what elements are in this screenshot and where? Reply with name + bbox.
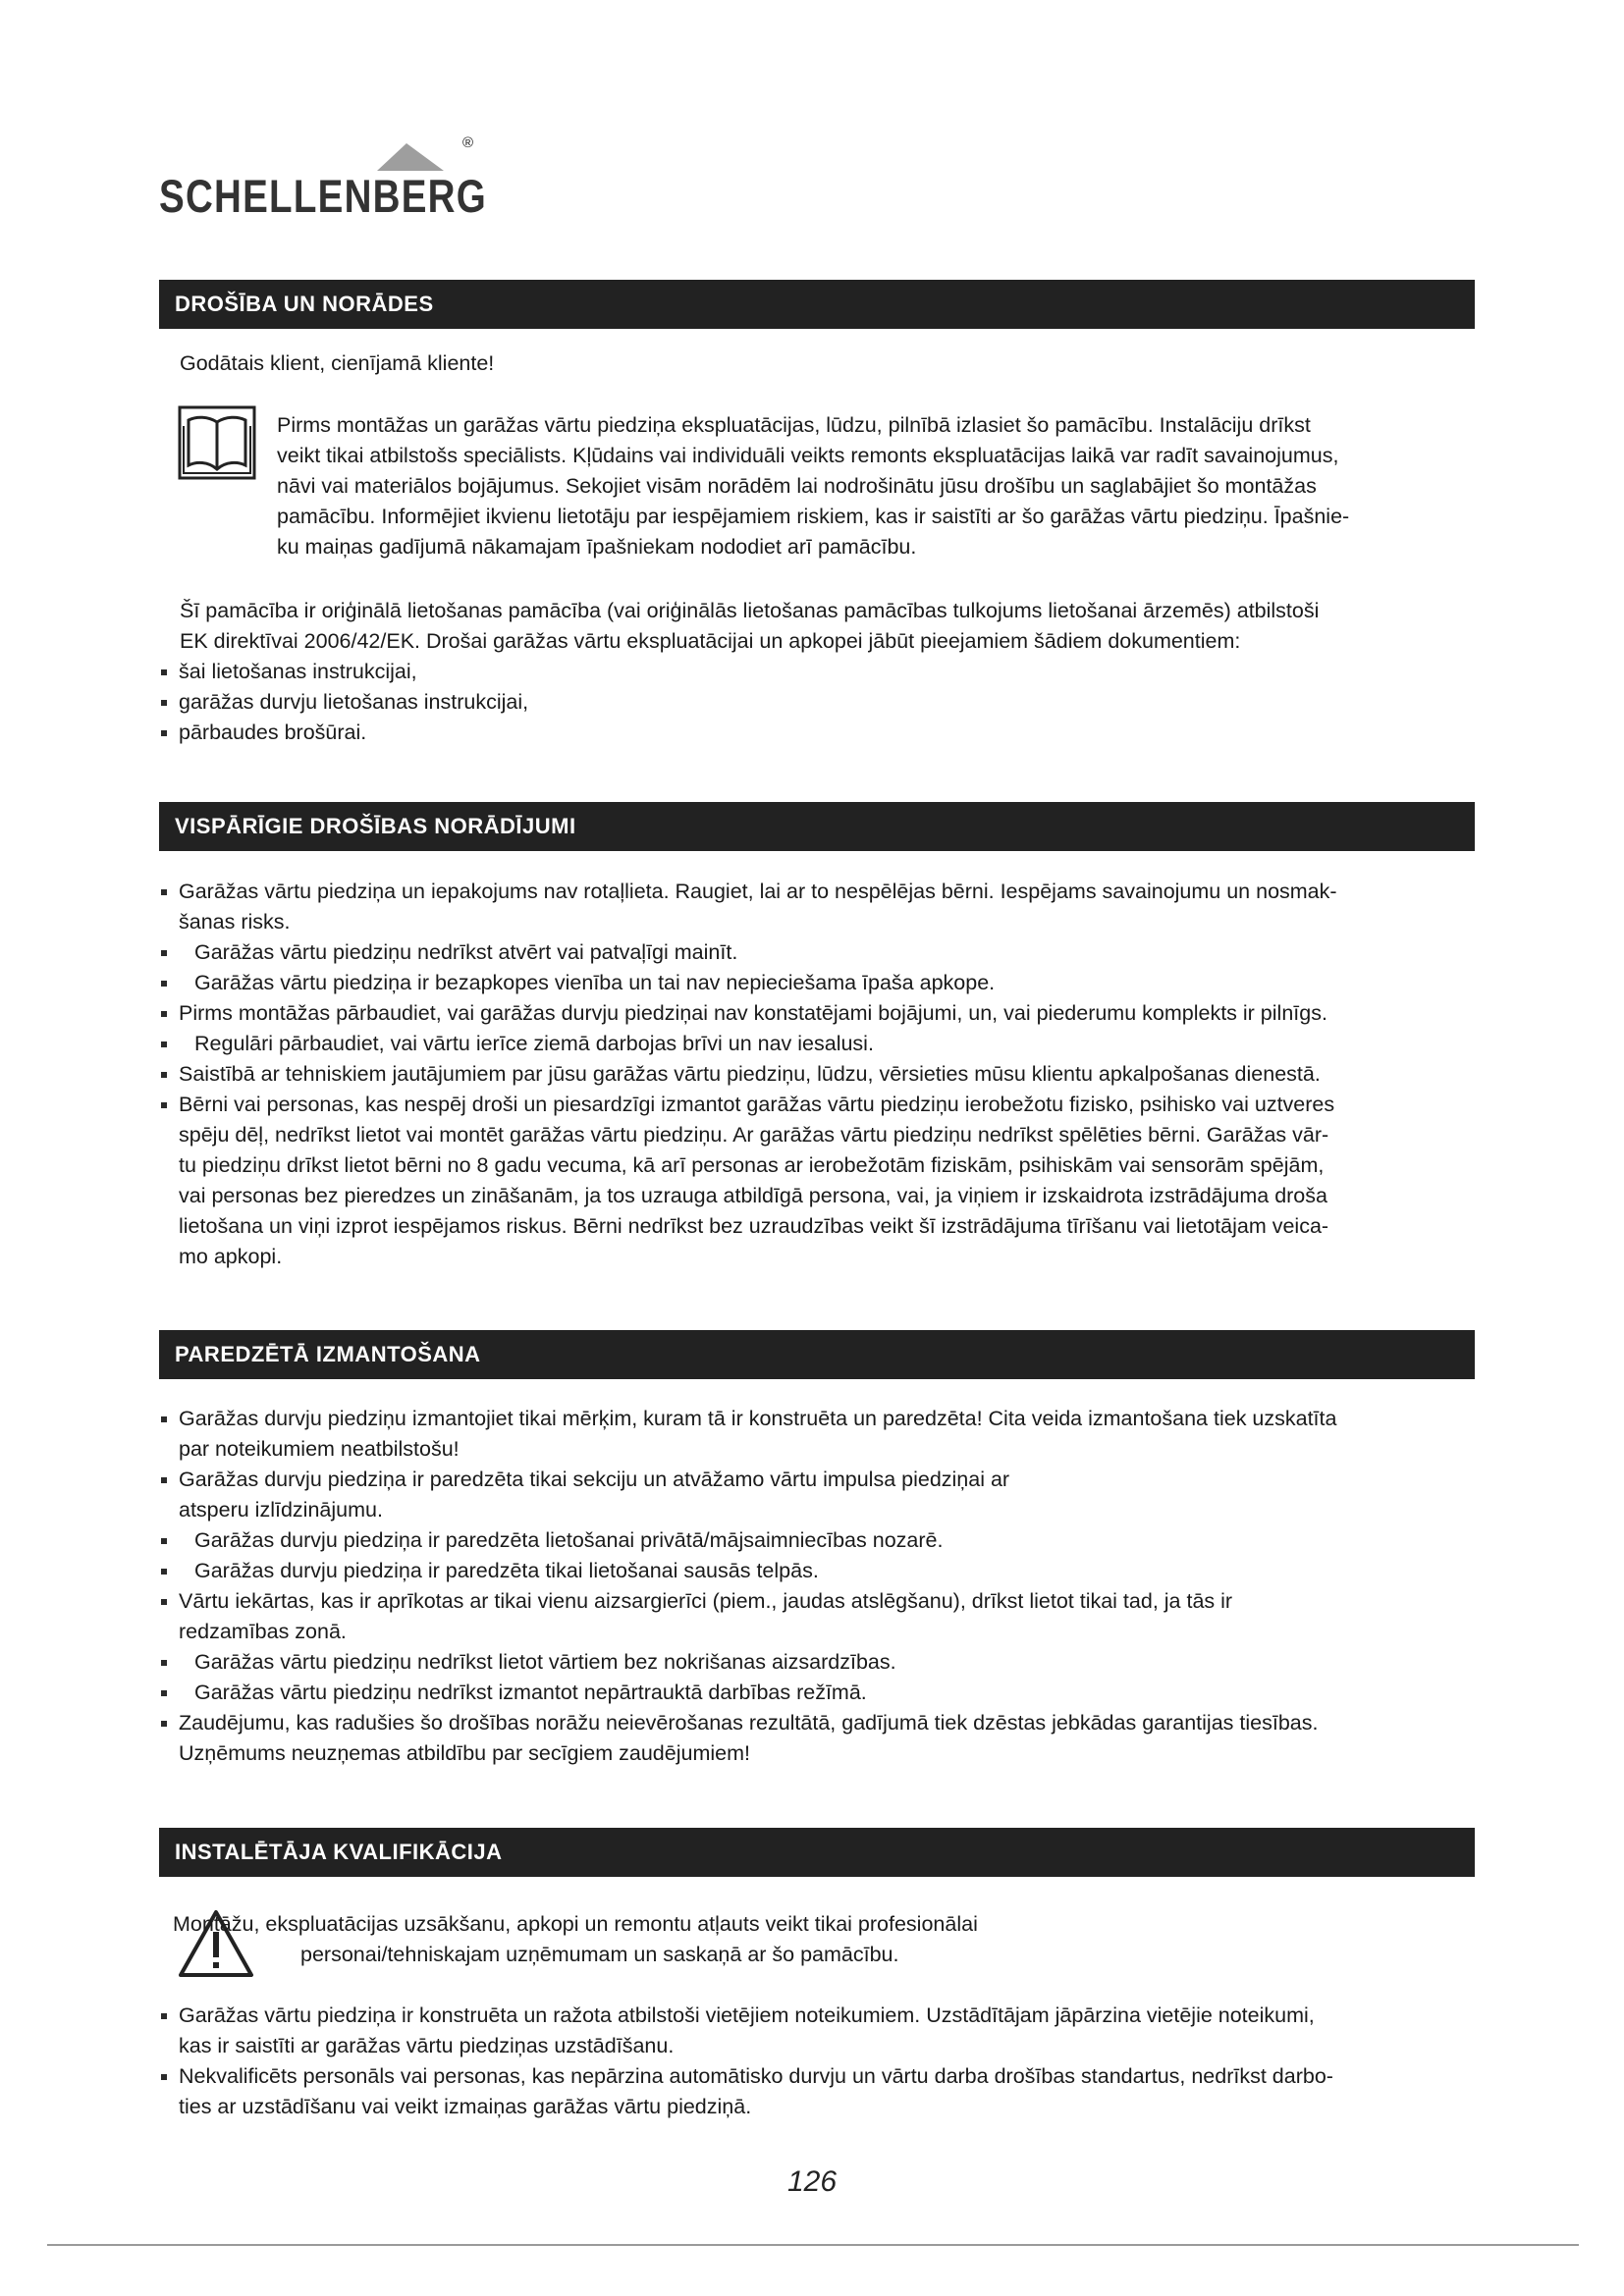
section-header-installer — [159, 1828, 1475, 1877]
list-item — [159, 937, 1480, 968]
directive-paragraph — [180, 596, 1476, 657]
list-item-line: šanas risks. — [179, 910, 291, 934]
intro-line: pamācību. Informējiet ikvienu lietotāju par iespējamiem riskiem, kas ir saistīti ar šo garāžas vārtu piedziņu. Īpašnie- — [277, 505, 1350, 528]
list-item-line: Garāžas vārtu piedziņa un iepakojums nav rotaļlieta. Raugiet, lai ar to nespēlējas bērni. Iespējams savainojumu un nosmak- — [179, 880, 1337, 903]
footer-divider — [47, 2244, 1579, 2246]
list-item-line: Garāžas vārtu piedziņu nedrīkst izmantot nepārtrauktā darbības režīmā. — [194, 1681, 867, 1704]
list-item-line: Garāžas vārtu piedziņa ir konstruēta un ražota atbilstoši vietējiem noteikumiem. Uzstādītājam jāpārzina vietējie noteikumi, — [179, 2003, 1315, 2027]
list-item-line: Garāžas durvju piedziņu izmantojiet tikai mērķim, kuram tā ir konstruēta un paredzēta! Cita veida izmantošana tiek uzskatīta — [179, 1407, 1337, 1430]
list-item-line: Regulāri pārbaudiet, vai vārtu ierīce ziemā darbojas brīvi un nav iesalusi. — [194, 1032, 874, 1055]
section-title: INSTALĒTĀJA KVALIFIKĀCIJA — [175, 1840, 503, 1864]
list-item — [159, 2001, 1480, 2061]
list-item: pārbaudes brošūrai. — [159, 718, 1475, 748]
list-item-line: mo apkopi. — [179, 1245, 283, 1268]
warning-line: personai/tehniskajam uzņēmumam un saskaņā ar šo pamācību. — [300, 1943, 899, 1966]
warning-line: Montāžu, ekspluatācijas uzsākšanu, apkopi un remontu atļauts veikt tikai profesionālai — [173, 1912, 978, 1936]
list-item-line: Garāžas vārtu piedziņu nedrīkst atvērt vai patvaļīgi mainīt. — [194, 940, 738, 964]
section-header-intended — [159, 1330, 1475, 1379]
list-item-line: Garāžas durvju piedziņa ir paredzēta tikai sekciju un atvāžamo vārtu impulsa piedziņai ar — [179, 1468, 1010, 1491]
manual-book-icon — [177, 404, 257, 481]
section-header-general — [159, 802, 1475, 851]
list-item — [159, 1525, 1480, 1556]
intro-line: ku maiņas gadījumā nākamajam īpašniekam nododiet arī pamācību. — [277, 535, 917, 559]
list-item-line: Saistībā ar tehniskiem jautājumiem par jūsu garāžas vārtu piedziņu, lūdzu, vērsieties mūsu klientu apkalpošanas dienestā. — [179, 1062, 1321, 1086]
list-item — [159, 1556, 1480, 1586]
intro-line: nāvi vai materiālos bojājumus. Sekojiet visām norādēm lai nodrošinātu jūsu drošību un saglabājiet šo montāžas — [277, 474, 1317, 498]
general-list — [159, 877, 1480, 1272]
section-title: VISPĀRĪGIE DROŠĪBAS NORĀDĪJUMI — [175, 814, 576, 838]
intended-list — [159, 1404, 1480, 1769]
list-item — [159, 877, 1480, 937]
list-item-line: Pirms montāžas pārbaudiet, vai garāžas durvju piedziņai nav konstatējami bojājumi, un, vai piederumu komplekts ir pilnīgs. — [179, 1001, 1327, 1025]
list-item-line: Vārtu iekārtas, kas ir aprīkotas ar tikai vienu aizsargierīci (piem., jaudas atslēgšanu), drīkst lietot tikai tad, ja tās ir — [179, 1589, 1233, 1613]
list-item — [159, 998, 1480, 1029]
list-item-line: kas ir saistīti ar garāžas vārtu piedziņas uzstādīšanu. — [179, 2034, 675, 2057]
list-item — [159, 1708, 1480, 1769]
list-item-line: Garāžas durvju piedziņa ir paredzēta lietošanai privātā/mājsaimniecības nozarē. — [194, 1528, 944, 1552]
list-item-line: ties ar uzstādīšanu vai veikt izmaiņas garāžas vārtu piedziņā. — [179, 2095, 752, 2118]
list-item — [159, 1090, 1480, 1272]
section-title: PAREDZĒTĀ IZMANTOŠANA — [175, 1342, 481, 1366]
list-item-line: Nekvalificēts personāls vai personas, kas nepārzina automātisko durvju un vārtu darba drošības standartus, nedrīkst darbo- — [179, 2064, 1333, 2088]
list-item-line: Uzņēmums neuzņemas atbildību par secīgiem zaudējumiem! — [179, 1741, 750, 1765]
list-item — [159, 2061, 1480, 2122]
list-item-line: spēju dēļ, nedrīkst lietot vai montēt garāžas vārtu piedziņu. Ar garāžas vārtu piedziņu nedrīkst spēlēties bērni. Garāžas vār- — [179, 1123, 1329, 1147]
list-item-line: Garāžas vārtu piedziņu nedrīkst lietot vārtiem bez nokrišanas aizsardzības. — [194, 1650, 896, 1674]
list-item-line: lietošana un viņi izprot iespējamos riskus. Bērni nedrīkst bez uzraudzības veikt šī izstrādājuma tīrīšanu vai lietotājam veica- — [179, 1214, 1329, 1238]
section-header-safety — [159, 280, 1475, 329]
list-item-line: Zaudējumu, kas radušies šo drošības norāžu neievērošanas rezultātā, gadījumā tiek dzēstas jebkādas garantijas tiesības. — [179, 1711, 1319, 1735]
directive-line: Šī pamācība ir oriģinālā lietošanas pamācība (vai oriģinālās lietošanas pamācības tulkojums lietošanai ārzemēs) atbilstoši — [180, 599, 1320, 622]
list-item-line: vai personas bez pieredzes un zināšanām, ja tos uzrauga atbildīgā persona, vai, ja viņiem ir izskaidrota izstrādājuma droša — [179, 1184, 1327, 1207]
list-item-line: tu piedziņu drīkst lietot bērni no 8 gadu vecuma, kā arī personas ar ierobežotām fiziskām, psihiskām vai sensorām spējām, — [179, 1153, 1325, 1177]
list-item-line: Garāžas durvju piedziņa ir paredzēta tikai lietošanai sausās telpās. — [194, 1559, 819, 1582]
intro-paragraph — [277, 410, 1485, 562]
section-title: DROŠĪBA UN NORĀDES — [175, 292, 434, 316]
list-item — [159, 1404, 1480, 1465]
brand-name: SCHELLENBERG — [159, 170, 487, 222]
installer-list — [159, 2001, 1480, 2122]
list-item: garāžas durvju lietošanas instrukcijai, — [159, 687, 1475, 718]
installer-warning — [173, 1909, 1469, 1970]
list-item-line: par noteikumiem neatbilstošu! — [179, 1437, 460, 1461]
list-item — [159, 1059, 1480, 1090]
intro-line: Pirms montāžas un garāžas vārtu piedziņa ekspluatācijas, lūdzu, pilnībā izlasiet šo pamācību. Instalāciju drīkst — [277, 413, 1311, 437]
list-item-line: redzamības zonā. — [179, 1620, 347, 1643]
greeting: Godātais klient, cienījamā kliente! — [180, 351, 495, 375]
list-item: šai lietošanas instrukcijai, — [159, 657, 1475, 687]
list-item — [159, 1029, 1480, 1059]
registered-mark: ® — [462, 134, 474, 151]
list-item — [159, 1647, 1480, 1678]
list-item — [159, 1465, 1480, 1525]
intro-line: veikt tikai atbilstošs speciālists. Kļūdains vai individuāli veikts remonts ekspluatācijas laikā var radīt savainojumus, — [277, 444, 1339, 467]
list-item — [159, 1586, 1480, 1647]
brand-logo — [159, 128, 493, 226]
list-item-line: Bērni vai personas, kas nespēj droši un piesardzīgi izmantot garāžas vārtu piedziņu ierobežotu fizisko, psihisko vai uztveres — [179, 1093, 1335, 1116]
directive-line: EK direktīvai 2006/42/EK. Drošai garāžas vārtu ekspluatācijai un apkopei jābūt pieejamiem šādiem dokumentiem: — [180, 629, 1241, 653]
page-number: 126 — [786, 2165, 838, 2198]
list-item-line: Garāžas vārtu piedziņa ir bezapkopes vienība un tai nav nepieciešama īpaša apkope. — [194, 971, 996, 994]
list-item-line: atsperu izlīdzinājumu. — [179, 1498, 383, 1522]
list-item — [159, 1678, 1480, 1708]
documents-list — [159, 657, 1475, 748]
list-item — [159, 968, 1480, 998]
